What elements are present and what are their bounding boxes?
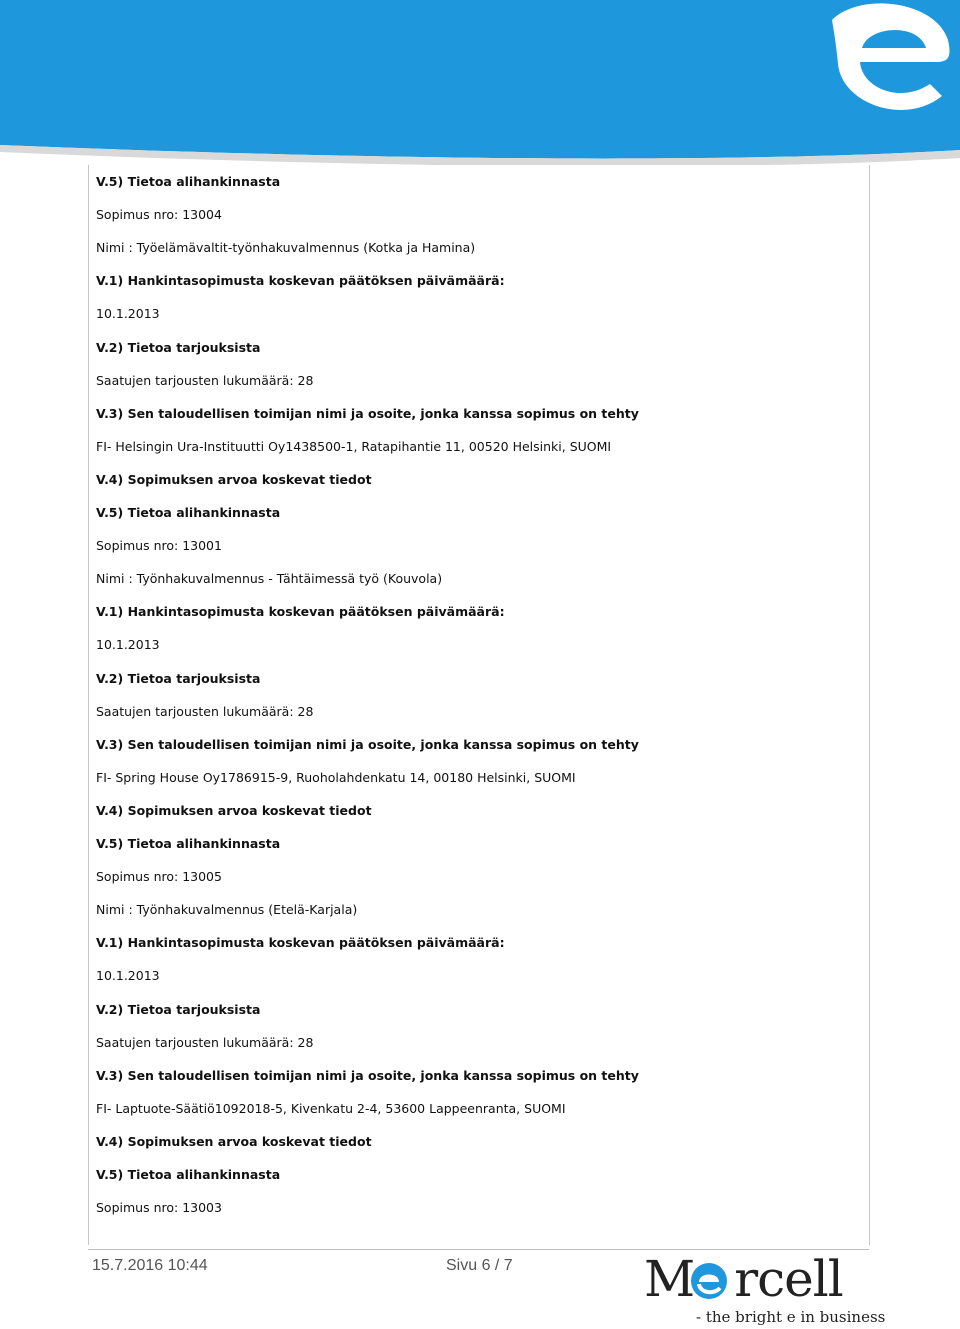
body-text-line: Nimi : Työnhakuvalmennus (Etelä-Karjala) — [96, 902, 358, 918]
section-heading: V.3) Sen taloudellisen toimijan nimi ja osoite, jonka kanssa sopimus on tehty — [96, 1067, 639, 1083]
section-heading: V.4) Sopimuksen arvoa koskevat tiedot — [96, 471, 372, 487]
body-text-line: Sopimus nro: 13004 — [96, 207, 222, 223]
section-heading: V.3) Sen taloudellisen toimijan nimi ja osoite, jonka kanssa sopimus on tehty — [96, 736, 639, 752]
body-text-line: Saatujen tarjousten lukumäärä: 28 — [96, 1034, 314, 1050]
section-heading: V.5) Tietoa alihankinnasta — [96, 174, 281, 189]
body-text-line: 10.1.2013 — [96, 637, 160, 653]
body-text-line: Sopimus nro: 13003 — [96, 1200, 222, 1216]
body-text-line: 10.1.2013 — [96, 306, 160, 322]
section-heading: V.1) Hankintasopimusta koskevan päätöksen päivämäärä: — [96, 273, 505, 289]
body-text-line: Saatujen tarjousten lukumäärä: 28 — [96, 372, 314, 388]
footer-page-number: Sivu 6 / 7 — [446, 1257, 513, 1274]
section-heading: V.1) Hankintasopimusta koskevan päätöksen päivämäärä: — [96, 604, 505, 620]
section-heading: V.5) Tietoa alihankinnasta — [96, 505, 281, 520]
body-text-line: Sopimus nro: 13005 — [96, 869, 222, 885]
body-text-line: FI- Helsingin Ura-Instituutti Oy1438500-1, Ratapihantie 11, 00520 Helsinki, SUOMI — [96, 438, 612, 454]
section-heading: V.4) Sopimuksen arvoa koskevat tiedot — [96, 802, 372, 818]
section-heading: V.2) Tietoa tarjouksista — [96, 1001, 261, 1017]
body-text-line: Nimi : Työnhakuvalmennus - Tähtäimessä työ (Kouvola) — [96, 571, 443, 587]
section-heading: V.1) Hankintasopimusta koskevan päätöksen päivämäärä: — [96, 935, 505, 951]
section-heading: V.2) Tietoa tarjouksista — [96, 339, 261, 355]
body-text-line: Sopimus nro: 13001 — [96, 538, 222, 554]
marcell-logo — [640, 1250, 886, 1328]
body-text-line: FI- Spring House Oy1786915-9, Ruoholahdenkatu 14, 00180 Helsinki, SUOMI — [96, 769, 576, 785]
logo-wordmark: M rcell — [644, 1250, 843, 1308]
body-text-line: Nimi : Työelämävaltit-työnhakuvalmennus (Kotka ja Hamina) — [96, 240, 476, 256]
section-heading: V.5) Tietoa alihankinnasta — [96, 836, 281, 851]
footer-timestamp: 15.7.2016 10:44 — [92, 1257, 208, 1274]
logo-tagline: - the bright e in business — [696, 1308, 886, 1326]
body-text-line: Saatujen tarjousten lukumäärä: 28 — [96, 703, 314, 719]
section-heading: V.3) Sen taloudellisen toimijan nimi ja osoite, jonka kanssa sopimus on tehty — [96, 405, 639, 421]
section-heading: V.2) Tietoa tarjouksista — [96, 670, 261, 686]
header-banner — [0, 0, 960, 165]
body-text-line: FI- Laptuote-Säätiö1092018-5, Kivenkatu 2-4, 53600 Lappeenranta, SUOMI — [96, 1100, 566, 1116]
section-heading: V.4) Sopimuksen arvoa koskevat tiedot — [96, 1133, 372, 1149]
body-text-line: 10.1.2013 — [96, 968, 160, 984]
section-heading: V.5) Tietoa alihankinnasta — [96, 1167, 281, 1182]
header-wave-graphic — [0, 0, 960, 165]
header-blue-band — [0, 0, 960, 158]
